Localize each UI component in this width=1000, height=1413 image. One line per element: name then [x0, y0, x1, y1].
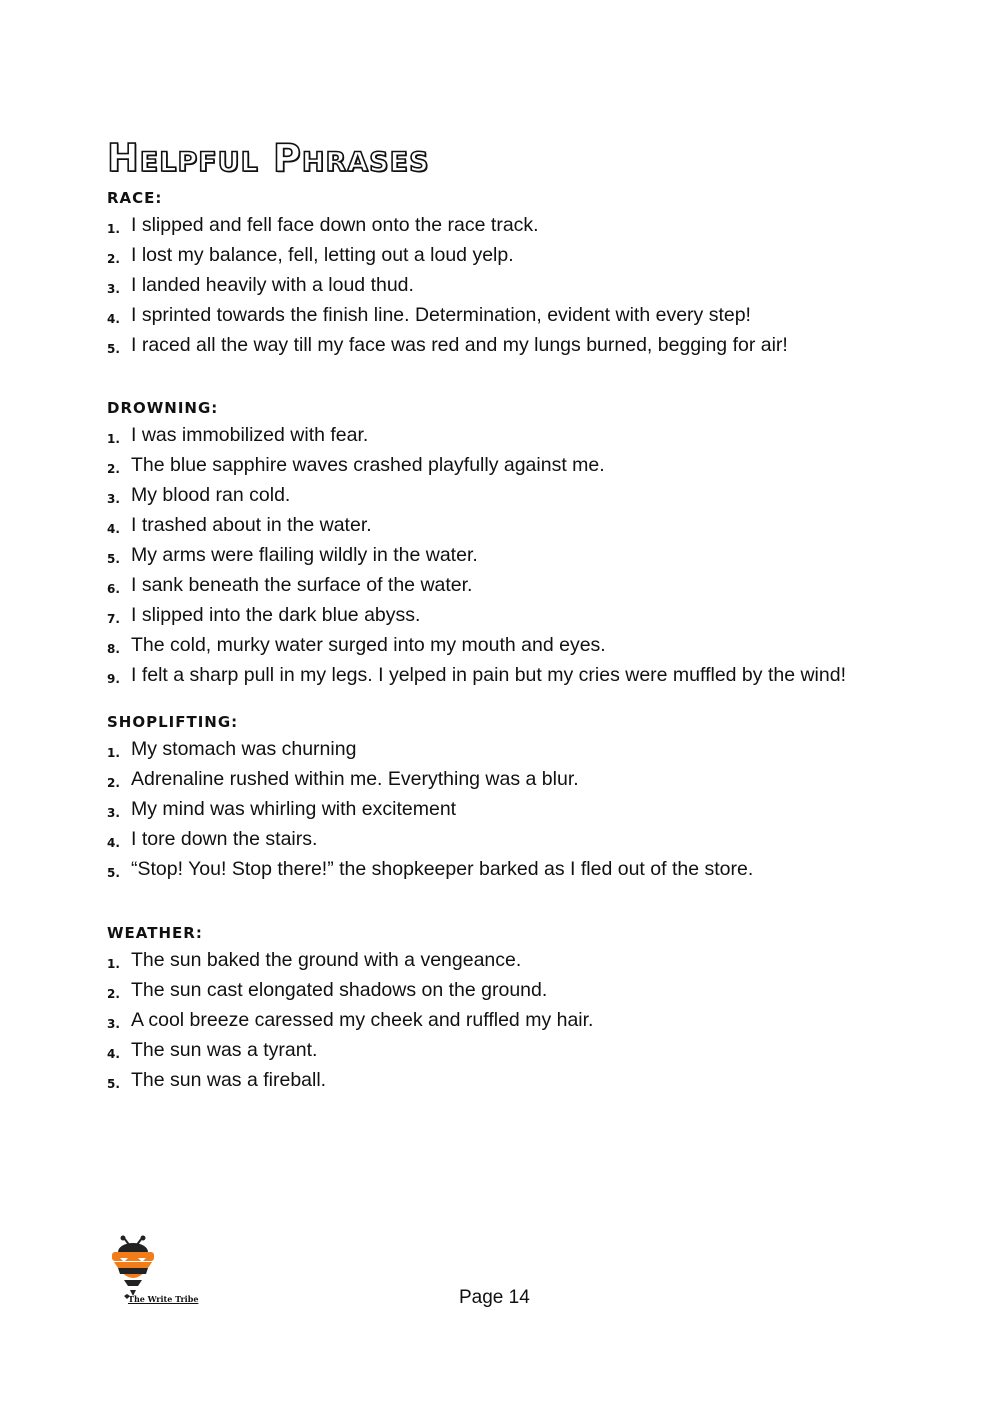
phrase-text: “Stop! You! Stop there!” the shopkeeper barked as I fled out of the store. — [131, 858, 754, 880]
phrase-item — [107, 482, 907, 512]
section-heading-weather: WEATHER: — [107, 924, 203, 942]
phrase-list-race — [107, 212, 907, 362]
phrase-text: I landed heavily with a loud thud. — [131, 274, 414, 296]
phrase-number: 4. — [107, 522, 120, 536]
section-shoplifting — [107, 712, 907, 886]
section-heading-shoplifting: SHOPLIFTING: — [107, 713, 239, 731]
phrase-number: 4. — [107, 836, 120, 850]
phrase-text: The sun baked the ground with a vengeance. — [131, 949, 522, 971]
phrase-text: The sun was a fireball. — [131, 1069, 327, 1091]
phrase-text: I felt a sharp pull in my legs. I yelped in pain but my cries were muffled by the wind! — [131, 664, 846, 686]
phrase-item — [107, 662, 907, 692]
phrase-text: My blood ran cold. — [131, 484, 291, 506]
phrase-text: I slipped and fell face down onto the race track. — [131, 214, 539, 236]
phrase-item — [107, 1037, 907, 1067]
phrase-text: I sank beneath the surface of the water. — [131, 574, 473, 596]
section-heading-race: RACE: — [107, 189, 163, 207]
phrase-number: 5. — [107, 866, 120, 880]
phrase-item — [107, 856, 907, 886]
phrase-item — [107, 542, 907, 572]
section-weather — [107, 923, 907, 1097]
phrase-text: I was immobilized with fear. — [131, 424, 369, 446]
phrase-item — [107, 796, 907, 826]
phrase-number: 3. — [107, 492, 120, 506]
phrase-item — [107, 212, 907, 242]
phrase-number: 1. — [107, 746, 120, 760]
phrase-item — [107, 602, 907, 632]
section-heading-drowning: DROWNING: — [107, 399, 219, 417]
phrase-number: 5. — [107, 342, 120, 356]
phrase-number: 5. — [107, 1077, 120, 1091]
phrase-item — [107, 272, 907, 302]
phrase-number: 2. — [107, 462, 120, 476]
phrase-number: 8. — [107, 642, 120, 656]
phrase-item — [107, 632, 907, 662]
phrase-text: The sun cast elongated shadows on the ground. — [131, 979, 548, 1001]
page-number: Page 14 — [459, 1287, 530, 1308]
phrase-item — [107, 736, 907, 766]
phrase-text: A cool breeze caressed my cheek and ruffled my hair. — [131, 1009, 594, 1031]
phrase-item — [107, 332, 907, 362]
phrase-text: The sun was a tyrant. — [131, 1039, 318, 1061]
phrase-number: 9. — [107, 672, 120, 686]
phrase-item — [107, 422, 907, 452]
phrase-number: 2. — [107, 252, 120, 266]
phrase-number: 2. — [107, 987, 120, 1001]
section-drowning — [107, 398, 907, 692]
phrase-number: 3. — [107, 282, 120, 296]
phrase-number: 1. — [107, 222, 120, 236]
phrase-list-drowning — [107, 422, 907, 692]
phrase-text: My mind was whirling with excitement — [131, 798, 457, 820]
section-race — [107, 188, 907, 362]
phrase-number: 3. — [107, 806, 120, 820]
phrase-text: I lost my balance, fell, letting out a loud yelp. — [131, 244, 514, 266]
phrase-number: 4. — [107, 1047, 120, 1061]
logo-caption: The Write Tribe — [128, 1294, 199, 1304]
phrase-list-weather — [107, 947, 907, 1097]
page-title: Helpful Phrases — [107, 136, 430, 180]
phrase-item — [107, 977, 907, 1007]
phrase-item — [107, 766, 907, 796]
phrase-item — [107, 572, 907, 602]
phrase-number: 7. — [107, 612, 120, 626]
phrase-text: I raced all the way till my face was red and my lungs burned, begging for air! — [131, 334, 788, 356]
phrase-text: I tore down the stairs. — [131, 828, 318, 850]
phrase-number: 3. — [107, 1017, 120, 1031]
phrase-text: Adrenaline rushed within me. Everything was a blur. — [131, 768, 579, 790]
phrase-text: The cold, murky water surged into my mouth and eyes. — [131, 634, 606, 656]
phrase-number: 5. — [107, 552, 120, 566]
phrase-text: My arms were flailing wildly in the water. — [131, 544, 478, 566]
phrase-text: I sprinted towards the finish line. Determination, evident with every step! — [131, 304, 751, 326]
phrase-number: 6. — [107, 582, 120, 596]
phrase-item — [107, 1067, 907, 1097]
phrase-item — [107, 302, 907, 332]
phrase-item — [107, 826, 907, 856]
phrase-item — [107, 452, 907, 482]
phrase-number: 4. — [107, 312, 120, 326]
phrase-text: The blue sapphire waves crashed playfully against me. — [131, 454, 605, 476]
phrase-number: 1. — [107, 957, 120, 971]
phrase-item — [107, 947, 907, 977]
phrase-item — [107, 1007, 907, 1037]
phrase-number: 1. — [107, 432, 120, 446]
phrase-item — [107, 242, 907, 272]
phrase-number: 2. — [107, 776, 120, 790]
phrase-item — [107, 512, 907, 542]
phrase-list-shoplifting — [107, 736, 907, 886]
phrase-text: I trashed about in the water. — [131, 514, 372, 536]
phrase-text: My stomach was churning — [131, 738, 357, 760]
phrase-text: I slipped into the dark blue abyss. — [131, 604, 421, 626]
